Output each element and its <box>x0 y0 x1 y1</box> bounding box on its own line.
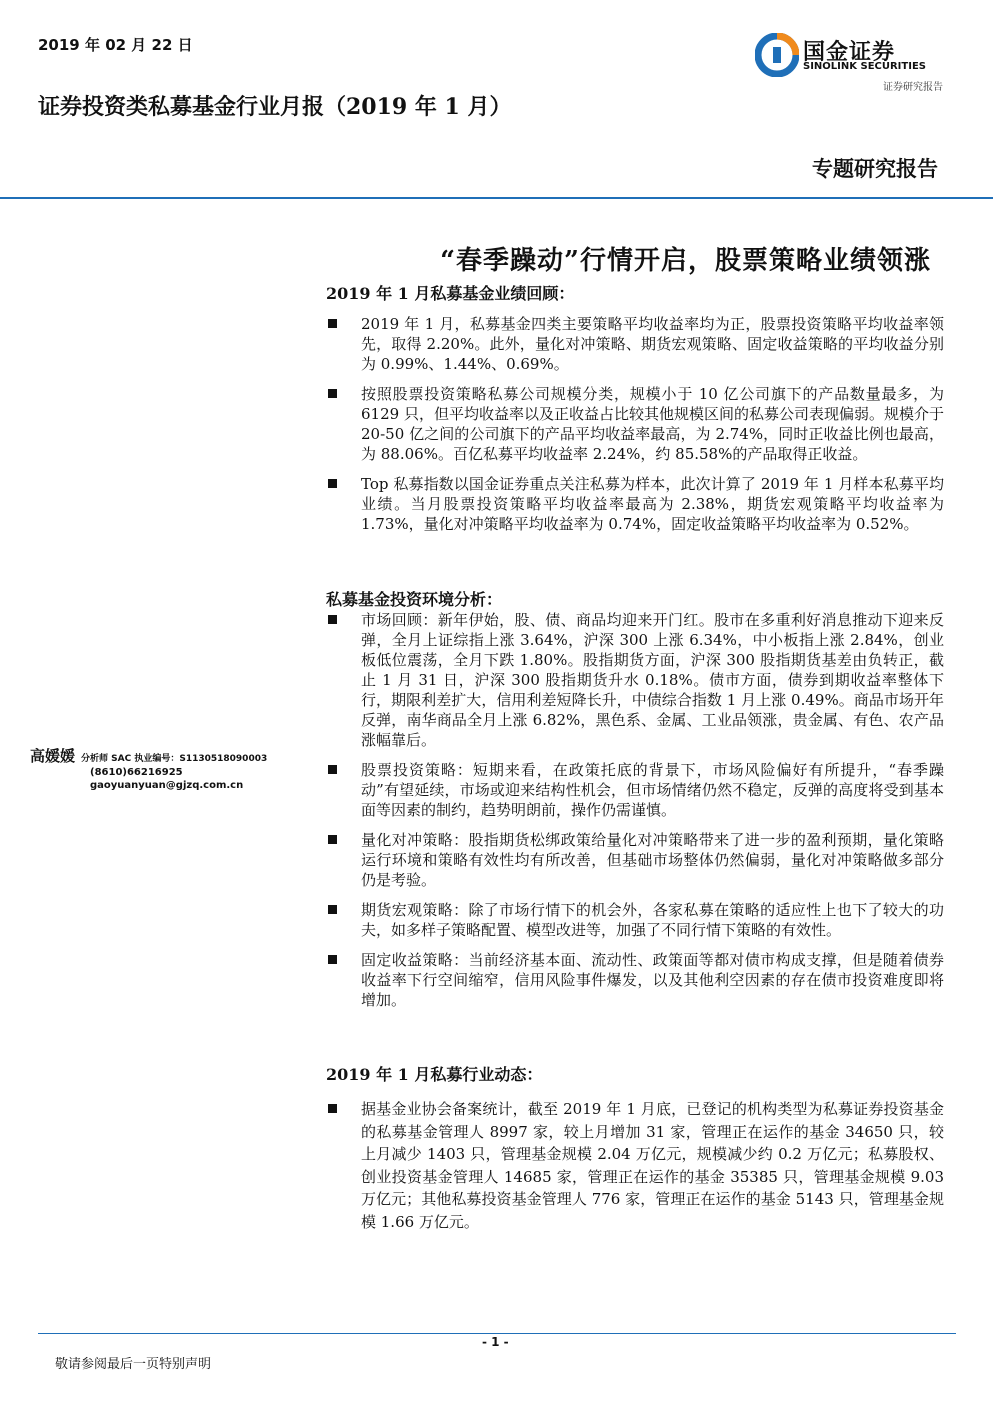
logo-en-name: SINOLINK SECURITIES <box>803 61 926 72</box>
list-item <box>326 900 944 940</box>
section-list <box>326 1098 944 1233</box>
bullet-icon <box>328 479 337 488</box>
list-item-text: 市场回顾：新年伊始，股、债、商品均迎来开门红。股市在多重利好消息推动下迎来反弹，全月上证综指上涨 3.64%，沪深 300 上涨 6.34%，中小板指上涨 2.84%，创业板低位震荡，全月下跌 1.80%。股指期货方面，沪深 300 股指期货基差由负转正，截止 1 月 31 日，沪深 300 股指期货升水 0.18%。债市方面，债券到期收益率整体下行，期限利差扩大，信用利差短降长升，中债综合指数 1 月上涨 0.49%。商品市场开年反弹，南华商品全月上涨 6.82%，黑色系、金属、工业品领涨，贵金属、有色、农产品涨幅靠后。 <box>361 611 944 749</box>
list-item <box>326 474 944 534</box>
list-item-text: 固定收益策略：当前经济基本面、流动性、政策面等都对债市构成支撑，但是随着债券收益率下行空间缩窄，信用风险事件爆发，以及其他利空因素的存在债市投资难度即将增加。 <box>361 951 944 1009</box>
analyst-phone: (8610)66216925 <box>90 767 183 778</box>
analyst-email[interactable]: gaoyuanyuan@gjzq.com.cn <box>90 780 244 791</box>
list-item <box>326 314 944 374</box>
bullet-icon <box>328 905 337 914</box>
list-item-text: 据基金业协会备案统计，截至 2019 年 1 月底，已登记的机构类型为私募证券投资基金的私募基金管理人 8997 家，较上月增加 31 家，管理正在运作的基金 34650 只，较上月减少 1403 只，管理基金规模 2.04 万亿元，规模减少约 0.2 万亿元；私募股权、创业投资基金管理人 14685 家，管理正在运作的基金 35385 只，管理基金规模 9.03 万亿元；其他私募投资基金管理人 776 家，管理正在运作的基金 5143 只，管理基金规模 1.66 万亿元。 <box>361 1100 944 1231</box>
list-item-text: Top 私募指数以国金证券重点关注私募为样本，此次计算了 2019 年 1 月样本私募平均业绩。当月股票投资策略平均收益率最高为 2.38%，期货宏观策略平均收益率为 1.73%，量化对冲策略平均收益率为 0.74%，固定收益策略平均收益率为 0.52%。 <box>361 475 944 533</box>
bullet-icon <box>328 615 337 624</box>
list-item <box>326 830 944 890</box>
analyst-info <box>30 745 267 792</box>
list-item-text: 按照股票投资策略私募公司规模分类，规模小于 10 亿公司旗下的产品数量最多，为 6129 只，但平均收益率以及正收益占比较其他规模区间的私募公司表现偏弱。规模介于 20-50 亿之间的公司旗下的产品平均收益率最高，为 2.74%，同时正收益比例也最高，为 88.06%。百亿私募平均收益率 2.24%，约 85.58%的产品取得正收益。 <box>361 385 944 463</box>
list-item <box>326 1098 944 1233</box>
section-list <box>326 314 944 534</box>
list-item <box>326 610 944 750</box>
analyst-name: 高媛媛 <box>30 747 76 765</box>
page-number: - 1 - <box>482 1335 509 1349</box>
bullet-icon <box>328 319 337 328</box>
bullet-icon <box>328 835 337 844</box>
logo-subtitle: 证券研究报告 <box>883 82 943 93</box>
logo-cn-name: 国金证券 <box>803 40 896 65</box>
bullet-icon <box>328 389 337 398</box>
analyst-cert: 分析师 SAC 执业编号：S1130518090003 <box>81 754 268 764</box>
section-title: 私募基金投资环境分析： <box>326 590 503 609</box>
header-divider <box>0 197 993 199</box>
sinolink-logo-icon <box>755 33 799 77</box>
bullet-icon <box>328 955 337 964</box>
list-item <box>326 384 944 464</box>
list-item-text: 2019 年 1 月，私募基金四类主要策略平均收益率均为正，股票投资策略平均收益率领先，取得 2.20%。此外，量化对冲策略、期货宏观策略、固定收益策略的平均收益分别为 0.99%、1.44%、0.69%。 <box>361 315 944 373</box>
list-item <box>326 760 944 820</box>
list-item-text: 量化对冲策略：股指期货松绑政策给量化对冲策略带来了进一步的盈利预期，量化策略运行环境和策略有效性均有所改善，但基础市场整体仍然偏弱，量化对冲策略做多部分仍是考验。 <box>361 831 944 889</box>
company-logo <box>753 31 943 91</box>
report-date: 2019 年 02 月 22 日 <box>38 36 193 54</box>
section-title: 2019 年 1 月私募行业动态： <box>326 1065 543 1084</box>
report-title: 证券投资类私募基金行业月报（2019 年 1 月） <box>38 94 512 120</box>
list-item-text: 期货宏观策略：除了市场行情下的机会外，各家私募在策略的适应性上也下了较大的功夫，如多样子策略配置、模型改进等，加强了不同行情下策略的有效性。 <box>361 901 944 939</box>
headline: “春季躁动”行情开启，股票策略业绩领涨 <box>440 246 931 276</box>
bullet-icon <box>328 1104 337 1113</box>
footer-notice: 敬请参阅最后一页特别声明 <box>55 1357 212 1372</box>
list-item-text: 股票投资策略：短期来看，在政策托底的背景下，市场风险偏好有所提升，“春季躁动”有望延续，市场或迎来结构性机会，但市场情绪仍然不稳定，反弹的高度将受到基本面等因素的制约，趋势明朗前，操作仍需谨慎。 <box>361 761 944 819</box>
section-title: 2019 年 1 月私募基金业绩回顾： <box>326 284 575 303</box>
report-type: 专题研究报告 <box>812 156 938 181</box>
list-item <box>326 950 944 1010</box>
footer-divider <box>38 1333 956 1334</box>
bullet-icon <box>328 765 337 774</box>
section-list <box>326 610 944 1010</box>
